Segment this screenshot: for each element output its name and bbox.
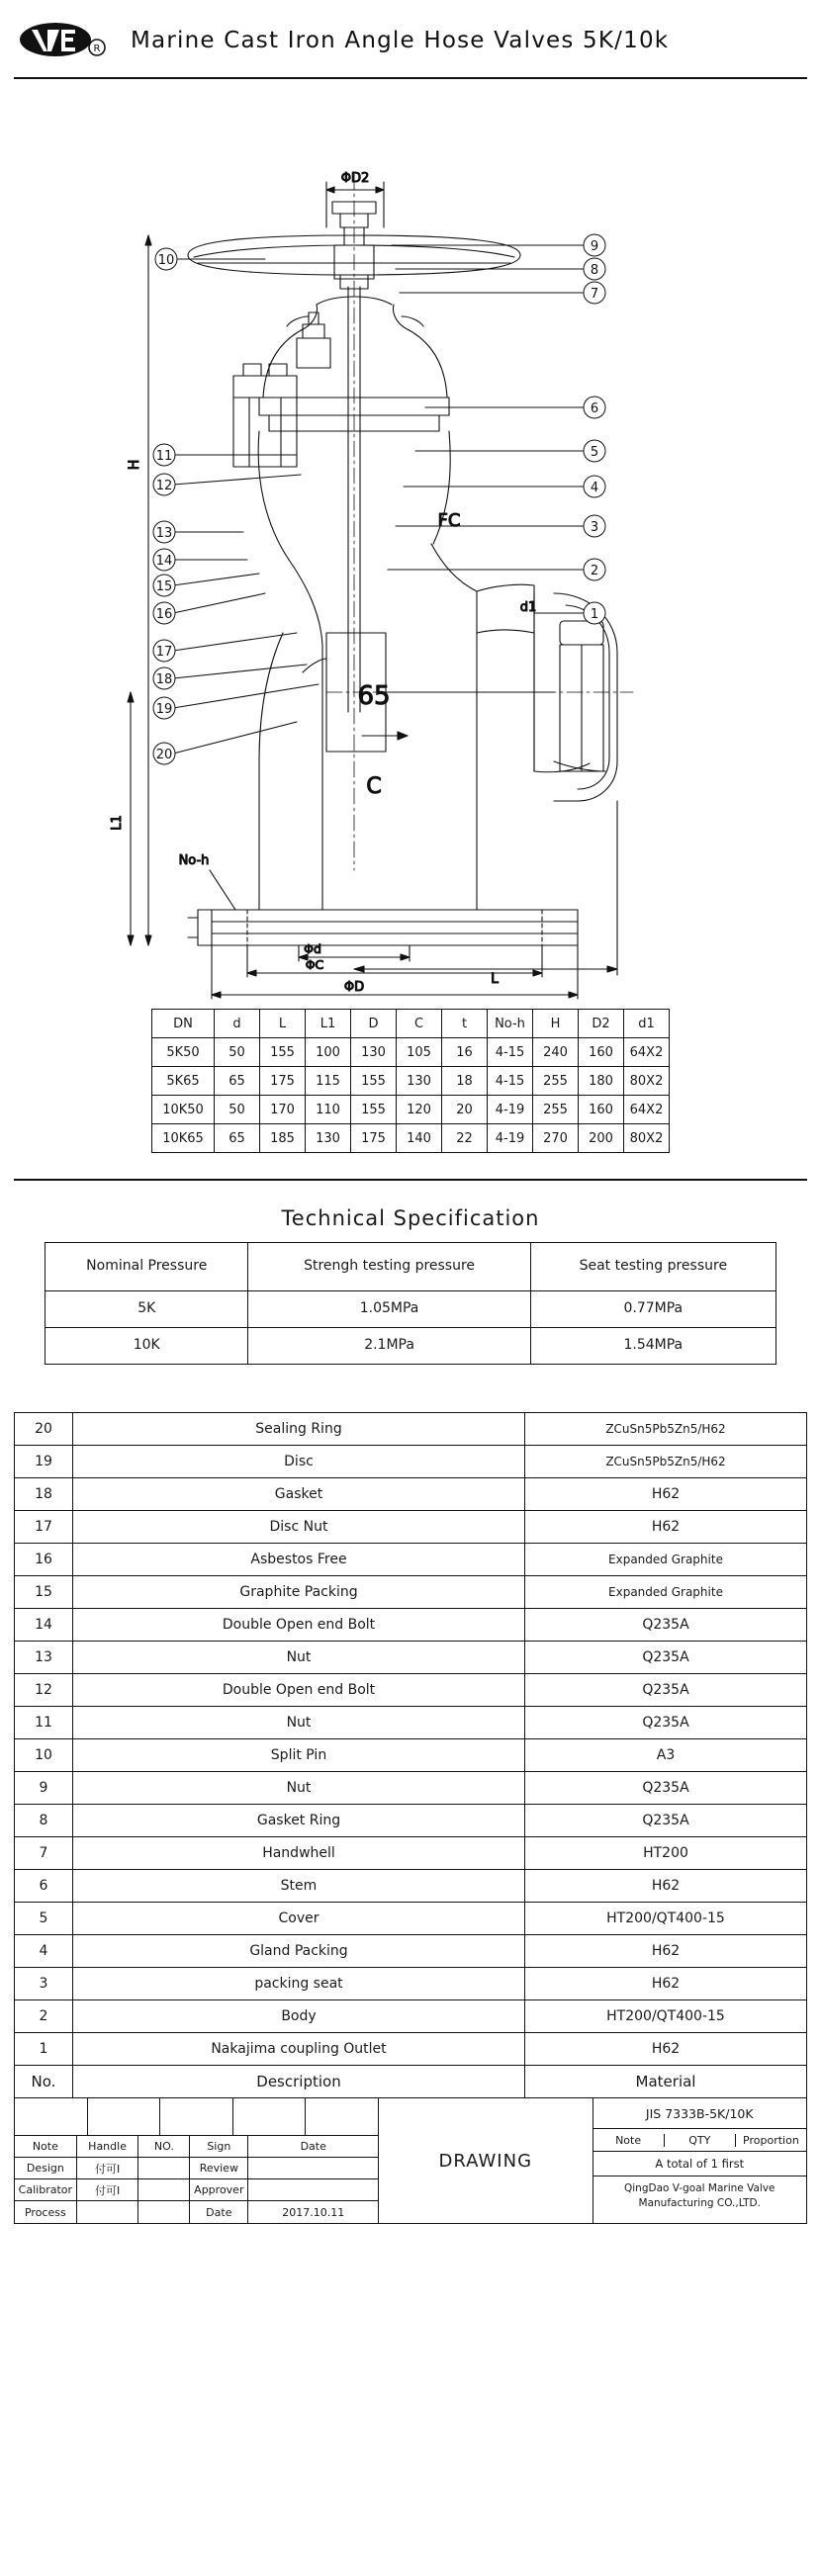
bom-item-desc: Cover <box>73 1903 525 1935</box>
dim-cell: 50 <box>215 1096 260 1124</box>
bom-item-no: 15 <box>15 1576 73 1609</box>
bom-item-desc: Gland Packing <box>73 1935 525 1968</box>
dim-cell: 80X2 <box>624 1067 670 1096</box>
table-row <box>152 1124 670 1153</box>
dim-cell: 270 <box>533 1124 579 1153</box>
title-block <box>14 2098 807 2224</box>
bom-item-desc: Split Pin <box>73 1739 525 1772</box>
dim-cell: 5K50 <box>152 1038 215 1067</box>
revision-cell <box>15 2098 88 2136</box>
tb-approver-label: Approver <box>190 2179 248 2201</box>
bom-item-no: 1 <box>15 2033 73 2066</box>
dim-col-6: t <box>442 1010 488 1038</box>
svg-text:4: 4 <box>590 481 599 495</box>
svg-text:H: H <box>127 459 142 471</box>
table-row <box>15 1511 807 1544</box>
company-logo-icon <box>18 18 113 63</box>
company-name <box>593 2176 806 2216</box>
spec-col-strength-test: Strengh testing pressure <box>248 1243 530 1291</box>
svg-text:14: 14 <box>155 554 173 569</box>
svg-text:9: 9 <box>590 239 599 254</box>
table-row <box>46 1291 776 1328</box>
table-row <box>15 1413 807 1446</box>
bom-item-material: Q235A <box>525 1609 807 1642</box>
valve-technical-drawing <box>0 79 821 1009</box>
svg-text:2: 2 <box>590 564 599 578</box>
dim-cell: 22 <box>442 1124 488 1153</box>
bom-item-material: Q235A <box>525 1805 807 1837</box>
svg-text:19: 19 <box>155 702 173 717</box>
table-row <box>15 1446 807 1478</box>
table-row <box>15 1935 807 1968</box>
company-line-1: QingDao V-goal Marine Valve <box>624 2181 775 2194</box>
bom-item-material: ZCuSn5Pb5Zn5/H62 <box>525 1446 807 1478</box>
svg-text:16: 16 <box>155 607 173 622</box>
svg-text:15: 15 <box>155 579 173 594</box>
dim-col-4: D <box>351 1010 397 1038</box>
bom-item-desc: Nut <box>73 1642 525 1674</box>
bom-item-material: H62 <box>525 1935 807 1968</box>
bom-item-desc: packing seat <box>73 1968 525 2000</box>
table-row <box>15 1674 807 1707</box>
bom-item-material: H62 <box>525 1511 807 1544</box>
bom-item-desc: Nut <box>73 1707 525 1739</box>
tb-process-value <box>77 2201 139 2223</box>
table-row <box>152 1038 670 1067</box>
svg-text:18: 18 <box>155 672 173 687</box>
svg-text:L1: L1 <box>110 815 125 831</box>
page-header <box>0 0 821 71</box>
bom-item-no: 11 <box>15 1707 73 1739</box>
dim-cell: 175 <box>351 1124 397 1153</box>
bom-item-material: A3 <box>525 1739 807 1772</box>
dim-cell: 130 <box>306 1124 351 1153</box>
bom-item-no: 13 <box>15 1642 73 1674</box>
bom-item-material: Expanded Graphite <box>525 1576 807 1609</box>
dim-col-1: d <box>215 1010 260 1038</box>
spec-header-row <box>46 1243 776 1291</box>
table-row <box>152 1067 670 1096</box>
dim-cell: 16 <box>442 1038 488 1067</box>
bom-footer-material: Material <box>525 2066 807 2098</box>
dim-cell: 20 <box>442 1096 488 1124</box>
col-qty: QTY <box>665 2134 736 2147</box>
tb-blank <box>138 2179 190 2201</box>
spec-col-nominal-pressure: Nominal Pressure <box>46 1243 248 1291</box>
dim-cell: 64X2 <box>624 1038 670 1067</box>
tb-design-label: Design <box>15 2158 77 2179</box>
company-line-2: Manufacturing CO.,LTD. <box>638 2197 761 2209</box>
title-block-row <box>15 2179 378 2201</box>
bom-item-no: 19 <box>15 1446 73 1478</box>
title-block-left <box>15 2098 379 2223</box>
svg-text:12: 12 <box>155 479 173 493</box>
dim-cell: 4-19 <box>488 1096 533 1124</box>
dim-cell: 80X2 <box>624 1124 670 1153</box>
svg-text:Φd: Φd <box>304 941 321 956</box>
dim-cell: 130 <box>397 1067 442 1096</box>
bom-item-material: Q235A <box>525 1642 807 1674</box>
dim-cell: 140 <box>397 1124 442 1153</box>
bom-item-no: 2 <box>15 2000 73 2033</box>
bom-item-material: HT200/QT400-15 <box>525 2000 807 2033</box>
dim-cell: 155 <box>260 1038 306 1067</box>
tb-design-value: 付可I <box>77 2158 139 2179</box>
dim-cell: 185 <box>260 1124 306 1153</box>
bom-item-no: 7 <box>15 1837 73 1870</box>
table-row <box>15 1576 807 1609</box>
bom-item-desc: Handwhell <box>73 1837 525 1870</box>
bom-item-material: Expanded Graphite <box>525 1544 807 1576</box>
dim-cell: 4-15 <box>488 1038 533 1067</box>
bom-item-desc: Body <box>73 2000 525 2033</box>
title-block-row <box>15 2201 378 2223</box>
bom-item-no: 16 <box>15 1544 73 1576</box>
svg-text:FC: FC <box>437 510 461 531</box>
bom-item-material: H62 <box>525 1478 807 1511</box>
svg-text:ΦD: ΦD <box>343 980 365 995</box>
dimension-table-header-row <box>152 1010 670 1038</box>
svg-text:ΦC: ΦC <box>305 957 324 972</box>
svg-text:8: 8 <box>590 263 599 278</box>
bom-item-no: 8 <box>15 1805 73 1837</box>
bom-item-material: HT200 <box>525 1837 807 1870</box>
bom-item-desc: Double Open end Bolt <box>73 1674 525 1707</box>
svg-text:17: 17 <box>155 645 173 660</box>
tb-process-label: Process <box>15 2201 77 2223</box>
section-divider <box>14 1179 807 1181</box>
table-row <box>152 1096 670 1124</box>
bom-item-no: 4 <box>15 1935 73 1968</box>
tb-approver-value <box>248 2179 378 2201</box>
svg-text:3: 3 <box>590 520 599 535</box>
svg-text:10: 10 <box>157 253 175 268</box>
dim-cell: 100 <box>306 1038 351 1067</box>
table-row <box>15 1642 807 1674</box>
title-block-row <box>15 2158 378 2179</box>
tb-review-label: Review <box>190 2158 248 2179</box>
bom-item-material: ZCuSn5Pb5Zn5/H62 <box>525 1413 807 1446</box>
dim-cell: 120 <box>397 1096 442 1124</box>
dim-col-2: L <box>260 1010 306 1038</box>
svg-text:1: 1 <box>590 607 599 622</box>
bom-footer-desc: Description <box>73 2066 525 2098</box>
dim-cell: 10K65 <box>152 1124 215 1153</box>
spec-cell: 10K <box>46 1328 248 1365</box>
dim-cell: 10K50 <box>152 1096 215 1124</box>
svg-text:ΦD2: ΦD2 <box>340 171 370 186</box>
svg-text:C: C <box>366 774 382 799</box>
drawing-label: DRAWING <box>379 2098 593 2223</box>
svg-text:L: L <box>491 971 499 987</box>
dim-cell: 255 <box>533 1067 579 1096</box>
dim-cell: 160 <box>579 1096 624 1124</box>
bom-item-desc: Nut <box>73 1772 525 1805</box>
table-row <box>15 1870 807 1903</box>
dim-col-10: d1 <box>624 1010 670 1038</box>
title-block-right <box>593 2098 806 2223</box>
dim-col-7: No-h <box>488 1010 533 1038</box>
dimension-table <box>151 1009 670 1153</box>
technical-specification-table <box>45 1242 776 1365</box>
dim-col-0: DN <box>152 1010 215 1038</box>
dim-cell: 4-19 <box>488 1124 533 1153</box>
bom-item-desc: Stem <box>73 1870 525 1903</box>
dim-cell: 105 <box>397 1038 442 1067</box>
svg-text:11: 11 <box>155 449 173 464</box>
dim-cell: 110 <box>306 1096 351 1124</box>
bom-item-no: 20 <box>15 1413 73 1446</box>
table-row <box>15 1805 807 1837</box>
dim-cell: 65 <box>215 1067 260 1096</box>
dim-cell: 160 <box>579 1038 624 1067</box>
bom-item-no: 12 <box>15 1674 73 1707</box>
svg-text:d1: d1 <box>519 600 537 615</box>
tb-date-value: 2017.10.11 <box>282 2205 345 2219</box>
revision-grid <box>15 2098 378 2136</box>
page-title: Marine Cast Iron Angle Hose Valves 5K/10k <box>131 28 670 53</box>
spec-cell: 0.77MPa <box>530 1291 775 1328</box>
dim-cell: 180 <box>579 1067 624 1096</box>
bom-item-material: H62 <box>525 2033 807 2066</box>
title-block-header-row <box>15 2136 378 2158</box>
dim-cell: 18 <box>442 1067 488 1096</box>
bom-item-no: 14 <box>15 1609 73 1642</box>
standard-code: JIS 7333B-5K/10K <box>593 2098 806 2129</box>
spec-cell: 1.05MPa <box>248 1291 530 1328</box>
bom-item-material: H62 <box>525 1870 807 1903</box>
table-row <box>15 1837 807 1870</box>
bom-item-no: 10 <box>15 1739 73 1772</box>
bom-item-desc: Nakajima coupling Outlet <box>73 2033 525 2066</box>
dim-cell: 170 <box>260 1096 306 1124</box>
dim-cell: 240 <box>533 1038 579 1067</box>
spec-cell: 1.54MPa <box>530 1328 775 1365</box>
revision-cell <box>306 2098 378 2136</box>
th-handle: Handle <box>77 2136 139 2158</box>
revision-cell <box>233 2098 307 2136</box>
bom-item-no: 6 <box>15 1870 73 1903</box>
tb-blank <box>138 2201 190 2223</box>
tb-date-label: Date <box>190 2201 248 2223</box>
th-sign: Sign <box>190 2136 248 2158</box>
qty-header-row <box>593 2129 806 2152</box>
tb-calibrator-label: Calibrator <box>15 2179 77 2201</box>
bom-item-no: 9 <box>15 1772 73 1805</box>
bill-of-materials <box>14 1412 807 2098</box>
bom-item-material: Q235A <box>525 1674 807 1707</box>
dim-cell: 200 <box>579 1124 624 1153</box>
th-no: NO. <box>138 2136 190 2158</box>
bom-item-material: H62 <box>525 1968 807 2000</box>
spec-col-seat-test: Seat testing pressure <box>530 1243 775 1291</box>
tb-blank <box>138 2158 190 2179</box>
footer-spacer <box>0 2224 821 2242</box>
dim-cell: 130 <box>351 1038 397 1067</box>
table-row <box>15 1609 807 1642</box>
bom-item-desc: Graphite Packing <box>73 1576 525 1609</box>
dim-cell: 65 <box>215 1124 260 1153</box>
bom-item-desc: Gasket Ring <box>73 1805 525 1837</box>
dim-col-8: H <box>533 1010 579 1038</box>
dim-cell: 5K65 <box>152 1067 215 1096</box>
bom-item-no: 5 <box>15 1903 73 1935</box>
dim-cell: 175 <box>260 1067 306 1096</box>
svg-text:7: 7 <box>590 287 599 302</box>
bom-table <box>14 1412 807 2098</box>
dim-col-5: C <box>397 1010 442 1038</box>
th-date: Date <box>248 2136 378 2158</box>
table-row <box>15 2033 807 2066</box>
dim-cell: 64X2 <box>624 1096 670 1124</box>
svg-text:5: 5 <box>590 445 599 460</box>
svg-text:R: R <box>93 44 101 54</box>
bom-item-no: 18 <box>15 1478 73 1511</box>
revision-cell <box>88 2098 161 2136</box>
bom-item-desc: Disc <box>73 1446 525 1478</box>
dim-col-9: D2 <box>579 1010 624 1038</box>
col-note: Note <box>593 2134 665 2147</box>
th-note: Note <box>15 2136 77 2158</box>
table-row <box>15 1772 807 1805</box>
dim-cell: 115 <box>306 1067 351 1096</box>
svg-text:20: 20 <box>155 748 173 762</box>
dim-cell: 50 <box>215 1038 260 1067</box>
spec-cell: 5K <box>46 1291 248 1328</box>
tb-calibrator-value: 付可I <box>77 2179 139 2201</box>
bom-item-no: 17 <box>15 1511 73 1544</box>
tb-review-value <box>248 2158 378 2179</box>
dim-cell: 155 <box>351 1067 397 1096</box>
bom-item-desc: Disc Nut <box>73 1511 525 1544</box>
table-row <box>15 1478 807 1511</box>
col-proportion: Proportion <box>743 2133 799 2147</box>
table-row <box>15 1707 807 1739</box>
bom-item-desc: Asbestos Free <box>73 1544 525 1576</box>
table-row <box>15 1968 807 2000</box>
svg-text:No-h: No-h <box>178 853 210 868</box>
bom-item-no: 3 <box>15 1968 73 2000</box>
bom-item-desc: Sealing Ring <box>73 1413 525 1446</box>
bom-footer-no: No. <box>15 2066 73 2098</box>
dim-col-3: L1 <box>306 1010 351 1038</box>
dim-cell: 155 <box>351 1096 397 1124</box>
svg-text:6: 6 <box>590 401 599 416</box>
total-sheets: A total of 1 first <box>593 2152 806 2176</box>
bom-item-desc: Double Open end Bolt <box>73 1609 525 1642</box>
table-row <box>15 1544 807 1576</box>
bom-item-desc: Gasket <box>73 1478 525 1511</box>
table-row <box>46 1328 776 1365</box>
revision-cell <box>160 2098 233 2136</box>
dim-cell: 255 <box>533 1096 579 1124</box>
svg-text:65: 65 <box>357 681 391 711</box>
svg-text:13: 13 <box>155 526 173 541</box>
table-row <box>15 1903 807 1935</box>
table-row <box>15 1739 807 1772</box>
bom-item-material: Q235A <box>525 1772 807 1805</box>
bom-item-material: Q235A <box>525 1707 807 1739</box>
bom-item-material: HT200/QT400-15 <box>525 1903 807 1935</box>
bom-footer-row <box>15 2066 807 2098</box>
spec-cell: 2.1MPa <box>248 1328 530 1365</box>
spec-title: Technical Specification <box>281 1206 540 1230</box>
table-row <box>15 2000 807 2033</box>
dim-cell: 4-15 <box>488 1067 533 1096</box>
